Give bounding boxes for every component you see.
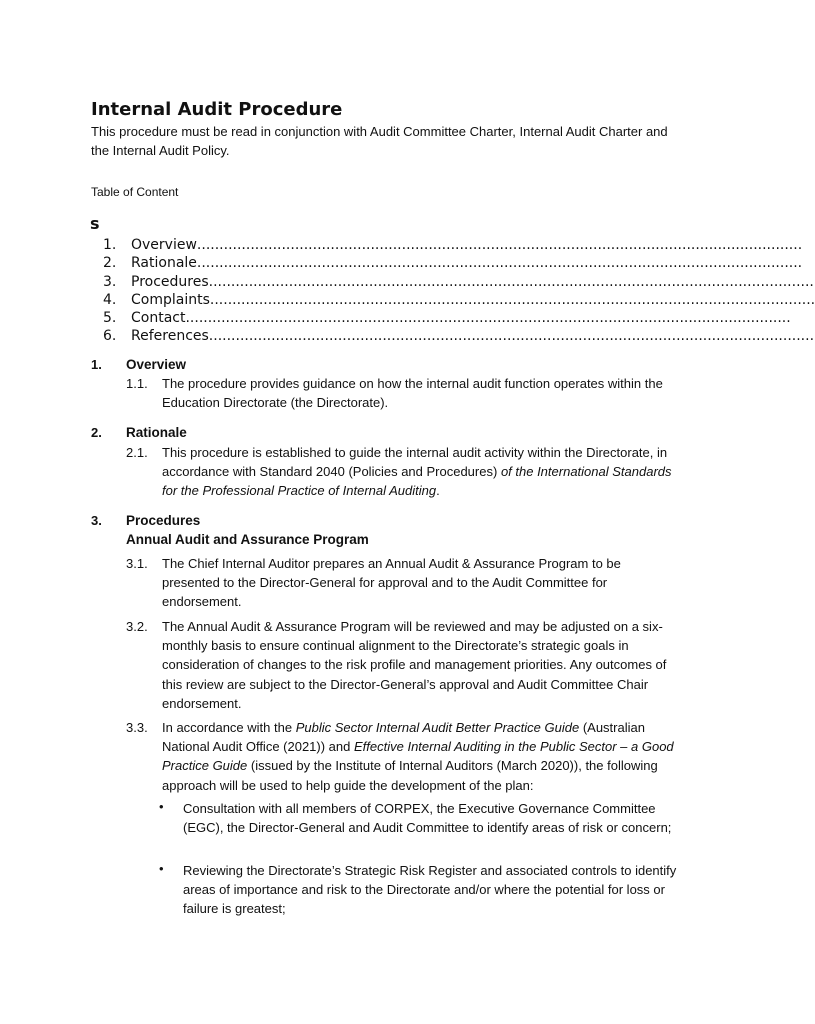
item-1-1-text: The procedure provides guidance on how the internal audit function operates within the Education Directorate (the Directorate). (162, 376, 663, 411)
toc-link-label[interactable]: Complaints (131, 291, 210, 308)
section-1-number: 1. (91, 357, 102, 372)
item-3-3-text: In accordance with the Public Sector Internal Audit Better Practice Guide (Australian National Audit Office (2021)) and Effective Internal Auditing in the Public Sector – a Good Practice Guide (issued by the Institute of Internal Auditors (March 2020)), the following approach will be used to help guide the development of the plan: (162, 720, 674, 793)
item-2-1-number: 2.1. (126, 445, 148, 460)
toc-label: Table of Content (91, 185, 179, 199)
section-2-heading: Rationale (126, 425, 187, 440)
item-3-2-number: 3.2. (126, 619, 148, 634)
item-3-3-number: 3.3. (126, 720, 148, 735)
toc-number: 3. (103, 273, 117, 290)
toc-number: 2. (103, 255, 117, 272)
toc-leader-dots: ........................................................................................................................................ (196, 255, 803, 272)
toc-item-contact[interactable] (103, 309, 791, 327)
toc-number: 6. (103, 328, 117, 345)
toc-leader-dots: ........................................................................................................................................ (209, 291, 815, 308)
toc-leader-dots: ........................................................................................................................................ (185, 310, 791, 327)
item-3-1-number: 3.1. (126, 556, 148, 571)
bullet-icon: • (159, 799, 164, 814)
bullet-icon: • (159, 861, 164, 876)
toc-item-complaints[interactable] (103, 291, 815, 309)
toc-link-label[interactable]: References (131, 328, 209, 345)
section-3-heading: Procedures (126, 513, 201, 528)
toc-item-rationale[interactable] (103, 254, 803, 272)
item-1-1-number: 1.1. (126, 376, 148, 391)
section-1-heading: Overview (126, 357, 187, 372)
toc-link-label[interactable]: Rationale (131, 255, 197, 272)
toc-number: 5. (103, 310, 117, 327)
toc-leader-dots: ........................................................................................................................................ (196, 237, 803, 253)
toc-number: 4. (103, 291, 117, 308)
page-title: Internal Audit Procedure (91, 99, 343, 120)
toc-link-label[interactable]: Procedures (131, 273, 209, 290)
item-2-1-text: This procedure is established to guide the internal audit activity within the Directorate, in accordance with Standard 2040 (Policies and Procedures) of the International Standards for the Professional Practice of Internal Auditing. (162, 445, 672, 499)
section-2-number: 2. (91, 425, 102, 440)
bullet-item: Reviewing the Directorate’s Strategic Risk Register and associated controls to identify areas of importance and risk to the Directorate and/or where the potential for loss or failure is greatest; (183, 863, 677, 917)
toc-number: 1. (103, 237, 117, 253)
section-3-number: 3. (91, 513, 102, 528)
bullet-item: Consultation with all members of CORPEX, the Executive Governance Committee (EGC), the Director-General and Audit Committee to identify areas of risk or concern; (183, 801, 672, 836)
toc-link-label[interactable]: Overview (131, 237, 197, 253)
table-of-contents (103, 236, 815, 346)
toc-label-overflow: s (90, 214, 100, 233)
item-3-1-text: The Chief Internal Auditor prepares an Annual Audit & Assurance Program to be presented to the Director-General for approval and to the Audit Committee for endorsement. (162, 556, 621, 610)
intro-paragraph: This procedure must be read in conjunction with Audit Committee Charter, Internal Audit Charter and the Internal Audit Policy. (91, 124, 668, 158)
item-3-2-text: The Annual Audit & Assurance Program will be reviewed and may be adjusted on a six-monthly basis to ensure continual alignment to the Directorate’s strategic goals in consideration of changes to the risk profile and management priorities. Any outcomes of this review are subject to the Director-General’s approval and Audit Committee Chair endorsement. (162, 619, 667, 711)
toc-item-procedures[interactable] (103, 273, 814, 291)
toc-link-label[interactable]: Contact (131, 310, 186, 327)
toc-leader-dots: ........................................................................................................................................ (208, 273, 814, 290)
toc-leader-dots: ........................................................................................................................................ (208, 328, 815, 345)
section-3-subheading: Annual Audit and Assurance Program (126, 532, 369, 547)
toc-item-overview[interactable] (103, 236, 803, 254)
toc-item-references[interactable] (103, 327, 815, 345)
